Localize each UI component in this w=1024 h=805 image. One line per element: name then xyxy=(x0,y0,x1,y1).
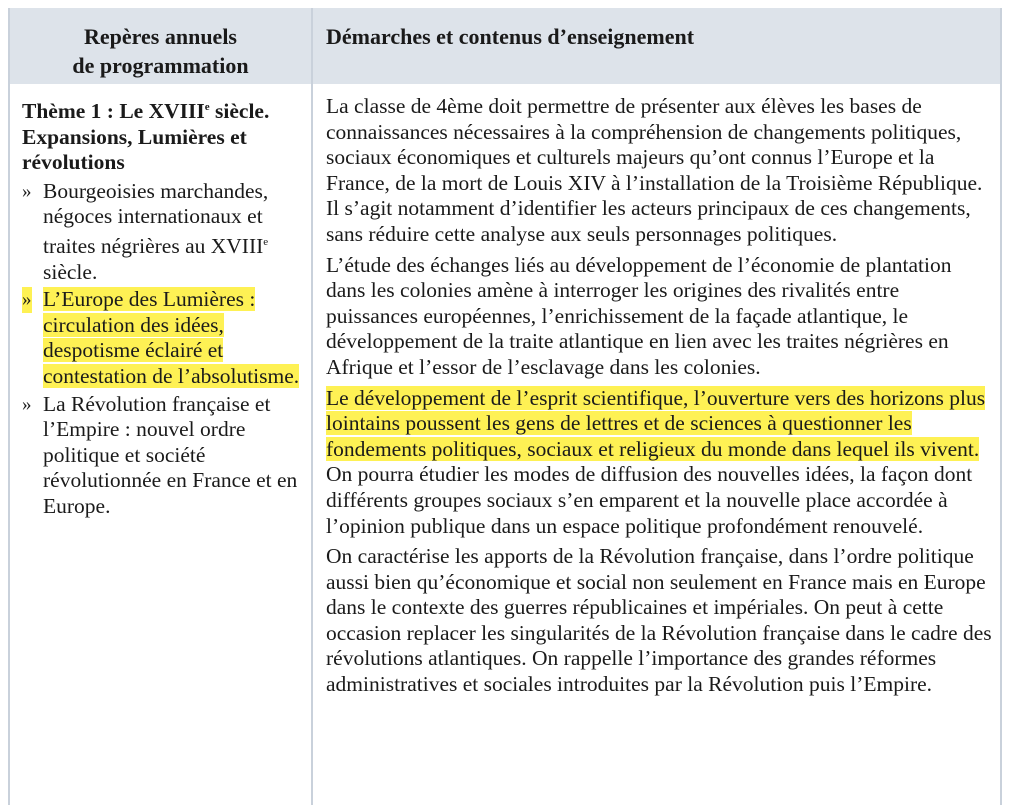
list-item xyxy=(22,179,304,285)
paragraph-enlightenment xyxy=(326,386,994,540)
bullet-chevron-icon: » xyxy=(22,287,32,313)
column-divider xyxy=(311,8,313,805)
list-item-text: La Révolution française et l’Empire : nouvel ordre politique et société révolutionnée en France et en Europe. xyxy=(43,391,298,518)
paragraph-text: On pourra étudier les modes de diffusion des nouvelles idées, la façon dont différents groupes sociaux s’en emparent et la nouvelle place accordée à l’opinion publique dans un espace politique profondément renouvelé. xyxy=(326,462,973,538)
list-item-text: L’Europe des Lumières : circulation des idées, despotisme éclairé et contestation de l’absolutisme. xyxy=(43,287,300,388)
header-left xyxy=(10,22,311,80)
header-left-line1: Repères annuels xyxy=(84,24,237,49)
header-left-line2: de programmation xyxy=(72,53,249,78)
list-item-highlighted xyxy=(22,287,304,389)
content-column xyxy=(326,94,994,703)
paragraph-plantation: L’étude des échanges liés au développement de l’économie de plantation dans les colonies amène à interroger les origines des rivalités entre puissances européennes, l’enrichissement de la façade atlantique, le développement de la traite atlantique en lien avec les traites négrières en Afrique et l’essor de l’esclavage dans les colonies. xyxy=(326,252,952,379)
bullet-chevron-icon: » xyxy=(22,393,32,415)
list-item-text: Bourgeoisies marchandes, négoces internationaux et traites négrières au XVIII xyxy=(43,178,269,258)
theme-title xyxy=(22,95,304,176)
curriculum-table xyxy=(8,8,1002,805)
highlighted-text: Le développement de l’esprit scientifique, l’ouverture vers des horizons plus lointains poussent les gens de lettres et de sciences à questionner les fondements politiques, sociaux et religieux du monde dans lequel ils vivent. xyxy=(326,385,986,461)
theme-title-text-end: siècle. Expansions, Lumières et révolutions xyxy=(22,99,270,175)
header-right: Démarches et contenus d’enseignement xyxy=(326,24,695,49)
paragraph-intro: La classe de 4ème doit permettre de présenter aux élèves les bases de connaissances nécessaires à la compréhension de changements politiques, sociaux économiques et culturels majeurs qu’ont connus l’Europe et la France, de la mort de Louis XIV à l’installation de la Troisième République. Il s’agit notamment d’identifier les acteurs principaux de ces changements, sans réduire cette analyse aux seuls personnages politiques. xyxy=(326,94,983,246)
list-item xyxy=(22,392,304,520)
theme-item-list xyxy=(22,179,304,520)
list-item-text-end: siècle. xyxy=(43,259,98,284)
theme-column xyxy=(22,95,304,522)
bullet-chevron-icon: » xyxy=(22,180,32,202)
paragraph-revolution: On caractérise les apports de la Révolution française, dans l’ordre politique aussi bien qu’économique et social non seulement en France mais en Europe dans le contexte des guerres républicaines et impériales. On peut à cette occasion replacer les singularités de la Révolution française dans le cadre des révolutions atlantiques. On rappelle l’importance des grandes réformes administratives et sociales introduites par la Révolution puis l’Empire. xyxy=(326,544,992,697)
theme-title-text: Thème 1 : Le XVIII xyxy=(22,99,205,123)
list-item-superscript: e xyxy=(263,235,269,248)
theme-title-superscript: e xyxy=(204,101,210,113)
